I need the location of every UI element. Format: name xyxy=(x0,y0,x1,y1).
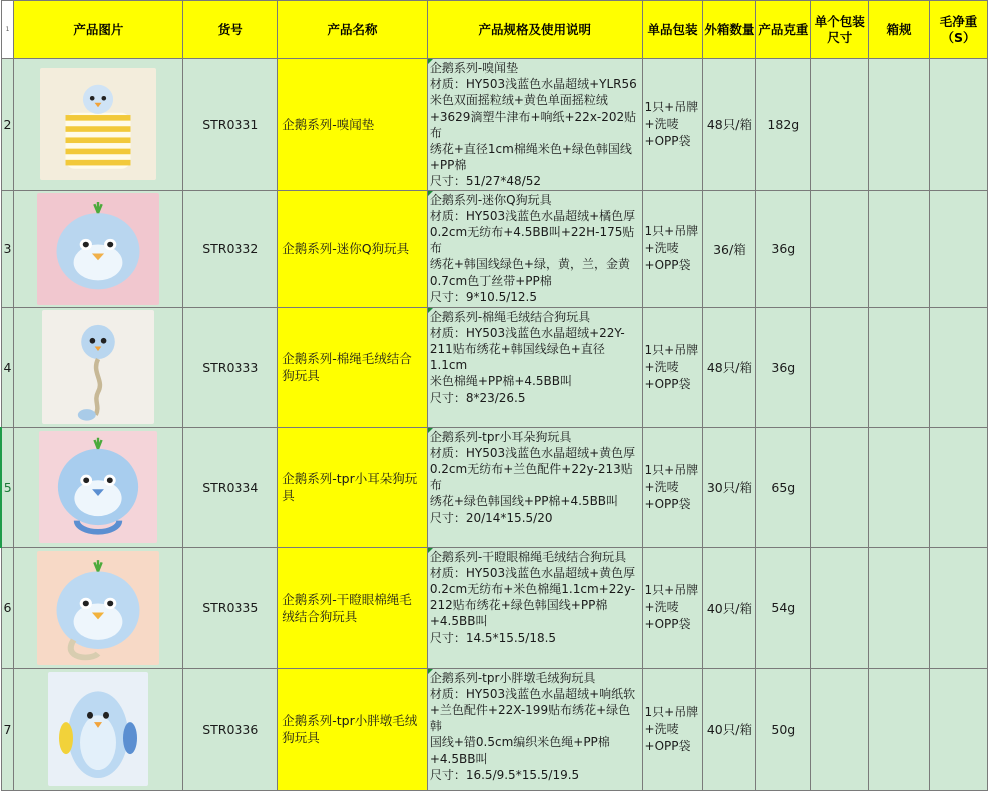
unit-size-cell[interactable] xyxy=(811,59,869,191)
spec-line: 材质：HY503浅蓝色水晶超绒+黄色厚 xyxy=(429,565,636,580)
gross-weight-cell[interactable] xyxy=(929,427,987,547)
name-cell[interactable]: 企鹅系列-tpr小胖墩毛绒狗玩具 xyxy=(278,668,428,790)
spec-line: 企鹅系列-tpr小耳朵狗玩具 xyxy=(429,429,572,444)
spec-line: 企鹅系列-干瞪眼棉绳毛绒结合狗玩具 xyxy=(429,549,627,564)
weight-cell[interactable]: 36g xyxy=(756,190,811,307)
pack-line: +OPP袋 xyxy=(644,617,691,632)
spec-line: 绣花+绿色韩国线+PP棉+4.5BB叫 xyxy=(429,494,619,509)
spec-line: 尺寸：14.5*15.5/18.5 xyxy=(429,630,557,645)
pack-cell[interactable] xyxy=(642,547,703,668)
gross-weight-cell[interactable] xyxy=(929,307,987,427)
table-row xyxy=(1,547,988,668)
header-row xyxy=(1,1,988,59)
spec-cell[interactable] xyxy=(427,307,642,427)
pack-line: +洗唛 xyxy=(644,241,679,256)
table-row xyxy=(1,427,988,547)
product-image-cell[interactable] xyxy=(14,59,183,191)
pack-line: +OPP袋 xyxy=(644,258,691,273)
spec-cell[interactable] xyxy=(427,427,642,547)
unit-size-cell[interactable] xyxy=(811,547,869,668)
spec-line: 企鹅系列-棉绳毛绒结合狗玩具 xyxy=(429,309,591,324)
sku-cell[interactable]: STR0332 xyxy=(183,190,278,307)
spec-line: 米色双面摇粒绒+黄色单面摇粒绒 xyxy=(429,93,608,108)
pack-line: +OPP袋 xyxy=(644,376,691,391)
spec-line: 尺寸：20/14*15.5/20 xyxy=(429,510,553,525)
carton-cell[interactable] xyxy=(869,427,930,547)
spec-cell[interactable] xyxy=(427,59,642,191)
spec-line: 尺寸：51/27*48/52 xyxy=(429,174,542,189)
product-image-cell[interactable] xyxy=(14,190,183,307)
spec-line: +4.5BB叫 xyxy=(429,751,488,766)
weight-cell[interactable]: 36g xyxy=(756,307,811,427)
spec-line: 米色棉绳+PP棉+4.5BB叫 xyxy=(429,374,572,389)
pack-line: +OPP袋 xyxy=(644,738,691,753)
row-number[interactable]: 1 xyxy=(1,1,14,59)
carton-cell[interactable] xyxy=(869,307,930,427)
pack-line: +洗唛 xyxy=(644,600,679,615)
qty-cell[interactable]: 30只/箱 xyxy=(703,427,756,547)
pack-line: +洗唛 xyxy=(644,359,679,374)
penguin-toy-icon xyxy=(37,551,159,665)
pack-cell[interactable] xyxy=(642,59,703,191)
gross-weight-cell[interactable] xyxy=(929,190,987,307)
gross-weight-cell[interactable] xyxy=(929,59,987,191)
pack-line: +洗唛 xyxy=(644,479,679,494)
spec-line: 绣花+直径1cm棉绳米色+绿色韩国线 xyxy=(429,142,632,157)
header-gross-weight[interactable]: 毛净重（S） xyxy=(929,1,987,59)
row-number[interactable]: 6 xyxy=(1,547,14,668)
row-number[interactable]: 5 xyxy=(1,427,14,547)
product-image xyxy=(42,310,154,424)
penguin-toy-icon xyxy=(40,68,156,180)
sku-cell[interactable]: STR0331 xyxy=(183,59,278,191)
carton-cell[interactable] xyxy=(869,547,930,668)
spec-line: 绣花+韩国线绿色+绿，黄，兰，金黄 xyxy=(429,257,630,272)
sku-cell[interactable]: STR0335 xyxy=(183,547,278,668)
header-spec[interactable]: 产品规格及使用说明 xyxy=(427,1,642,59)
unit-size-cell[interactable] xyxy=(811,307,869,427)
spec-line: 企鹅系列-tpr小胖墩毛绒狗玩具 xyxy=(429,670,596,685)
pack-line: 1只+吊牌 xyxy=(644,342,699,357)
product-image-cell[interactable] xyxy=(14,427,183,547)
product-image-cell[interactable] xyxy=(14,547,183,668)
pack-cell[interactable] xyxy=(642,190,703,307)
spec-line: 材质：HY503浅蓝色水晶超绒+22Y- xyxy=(429,325,625,340)
name-cell[interactable]: 企鹅系列-棉绳毛绒结合狗玩具 xyxy=(278,307,428,427)
pack-line: +OPP袋 xyxy=(644,133,691,148)
penguin-toy-icon xyxy=(48,672,148,786)
spec-line: +PP棉 xyxy=(429,158,467,173)
penguin-toy-icon xyxy=(42,310,154,424)
product-image xyxy=(37,551,159,665)
row-number[interactable]: 4 xyxy=(1,307,14,427)
spec-line: 211贴布绣花+韩国线绿色+直径1.1cm xyxy=(429,342,605,373)
spec-line: 0.7cm色丁丝带+PP棉 xyxy=(429,273,552,288)
row-number[interactable]: 3 xyxy=(1,190,14,307)
header-carton[interactable]: 箱规 xyxy=(869,1,930,59)
penguin-toy-icon xyxy=(39,431,157,543)
table-row xyxy=(1,59,988,191)
name-cell[interactable]: 企鹅系列-嗅闻垫 xyxy=(278,59,428,191)
spec-line: 尺寸：8*23/26.5 xyxy=(429,390,526,405)
header-name[interactable]: 产品名称 xyxy=(278,1,428,59)
header-sku[interactable]: 货号 xyxy=(183,1,278,59)
table-row xyxy=(1,307,988,427)
product-image xyxy=(39,431,157,543)
header-weight[interactable]: 产品克重 xyxy=(756,1,811,59)
header-pack[interactable]: 单品包装 xyxy=(642,1,703,59)
pack-cell[interactable] xyxy=(642,427,703,547)
spec-line: 0.2cm无纺布+兰色配件+22y-213贴布 xyxy=(429,462,633,493)
row-number[interactable]: 7 xyxy=(1,668,14,790)
spec-line: +4.5BB叫 xyxy=(429,614,488,629)
pack-line: +洗唛 xyxy=(644,721,679,736)
row-number[interactable]: 2 xyxy=(1,59,14,191)
pack-line: +洗唛 xyxy=(644,116,679,131)
product-image xyxy=(48,672,148,786)
spec-line: 材质：HY503浅蓝色水晶超绒+橘色厚 xyxy=(429,208,636,223)
pack-line: 1只+吊牌 xyxy=(644,583,699,598)
weight-cell[interactable]: 65g xyxy=(756,427,811,547)
spec-line: 企鹅系列-嗅闻垫 xyxy=(429,61,519,75)
spec-line: 0.2cm无纺布+4.5BB叫+22H-175贴布 xyxy=(429,225,635,256)
name-cell[interactable]: 企鹅系列-干瞪眼棉绳毛绒结合狗玩具 xyxy=(278,547,428,668)
product-image-cell[interactable] xyxy=(14,307,183,427)
sku-cell[interactable]: STR0334 xyxy=(183,427,278,547)
pack-cell[interactable] xyxy=(642,307,703,427)
header-unit-size[interactable]: 单个包装尺寸 xyxy=(811,1,869,59)
pack-line: 1只+吊牌 xyxy=(644,224,699,239)
spec-line: 企鹅系列-迷你Q狗玩具 xyxy=(429,192,552,207)
sku-cell[interactable]: STR0336 xyxy=(183,668,278,790)
qty-cell[interactable]: 40只/箱 xyxy=(703,668,756,790)
spec-line: 212贴布绣花+绿色韩国线+PP棉 xyxy=(429,598,608,613)
spec-cell[interactable] xyxy=(427,547,642,668)
unit-size-cell[interactable] xyxy=(811,190,869,307)
product-image xyxy=(40,68,156,180)
carton-cell[interactable] xyxy=(869,190,930,307)
sku-cell[interactable]: STR0333 xyxy=(183,307,278,427)
carton-cell[interactable] xyxy=(869,59,930,191)
table-row xyxy=(1,190,988,307)
weight-cell[interactable]: 50g xyxy=(756,668,811,790)
pack-line: 1只+吊牌 xyxy=(644,704,699,719)
penguin-toy-icon xyxy=(37,193,159,305)
spec-line: 国线+错0.5cm编织米色绳+PP棉 xyxy=(429,735,610,750)
spec-line: 尺寸：9*10.5/12.5 xyxy=(429,289,537,304)
header-image[interactable]: 产品图片 xyxy=(14,1,183,59)
spec-line: 材质：HY503浅蓝色水晶超绒+响纸软 xyxy=(429,686,636,701)
unit-size-cell[interactable] xyxy=(811,427,869,547)
name-cell[interactable]: 企鹅系列-迷你Q狗玩具 xyxy=(278,190,428,307)
spec-line: +兰色配件+22X-199贴布绣花+绿色韩 xyxy=(429,703,631,734)
pack-line: +OPP袋 xyxy=(644,496,691,511)
spec-cell[interactable] xyxy=(427,190,642,307)
qty-cell[interactable]: 48只/箱 xyxy=(703,307,756,427)
qty-cell[interactable]: 36/箱 xyxy=(703,190,756,307)
spec-line: 材质：HY503浅蓝色水晶超绒+黄色厚 xyxy=(429,445,636,460)
weight-cell[interactable]: 54g xyxy=(756,547,811,668)
qty-cell[interactable]: 40只/箱 xyxy=(703,547,756,668)
spec-line: +3629滴塑牛津布+响纸+22x-202贴布 xyxy=(429,109,637,140)
pack-line: 1只+吊牌 xyxy=(644,462,699,477)
spec-line: 材质：HY503浅蓝色水晶超绒+YLR56 xyxy=(429,77,637,92)
weight-cell[interactable]: 182g xyxy=(756,59,811,191)
qty-cell[interactable]: 48只/箱 xyxy=(703,59,756,191)
product-image xyxy=(37,193,159,305)
header-qty[interactable]: 外箱数量 xyxy=(703,1,756,59)
pack-line: 1只+吊牌 xyxy=(644,99,699,114)
gross-weight-cell[interactable] xyxy=(929,547,987,668)
spec-line: 0.2cm无纺布+米色棉绳1.1cm+22y- xyxy=(429,582,636,597)
spec-line: 尺寸：16.5/9.5*15.5/19.5 xyxy=(429,767,580,782)
name-cell[interactable]: 企鹅系列-tpr小耳朵狗玩具 xyxy=(278,427,428,547)
